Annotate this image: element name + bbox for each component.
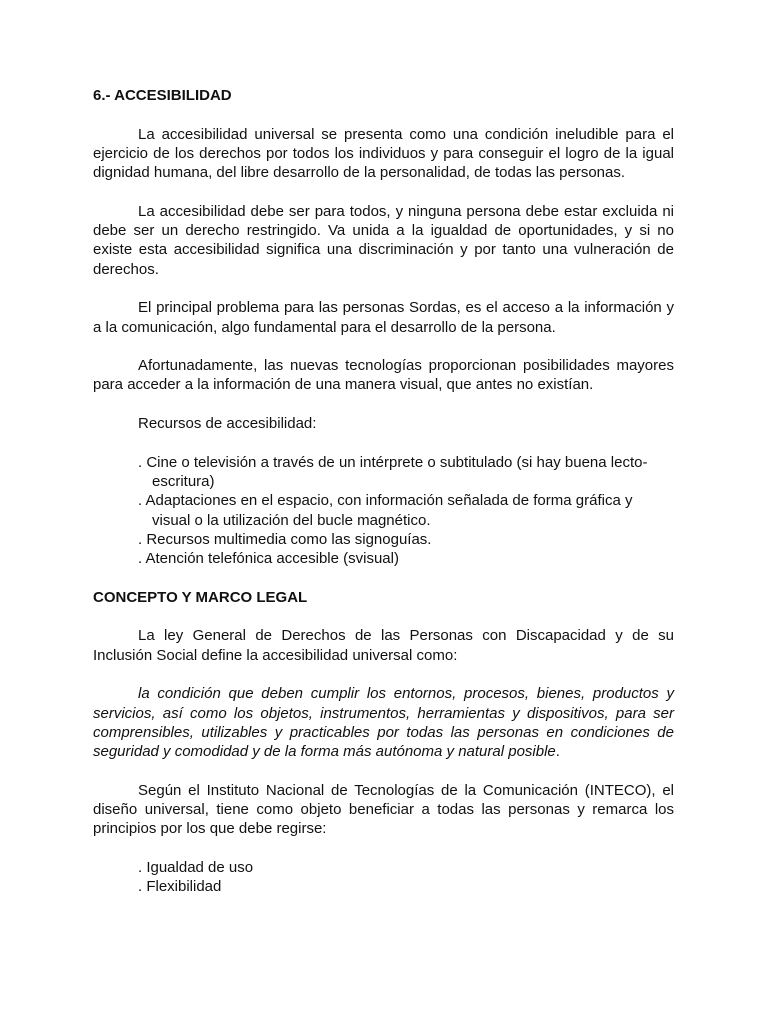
list-item: . Igualdad de uso bbox=[138, 858, 254, 876]
paragraph: Según el Instituto Nacional de Tecnologías de la Comunicación (INTECO), el diseño universal, tiene como objeto beneficiar a todas las personas y remarca los principios por los que debe regirse: bbox=[93, 781, 674, 838]
paragraph: La accesibilidad debe ser para todos, y ninguna persona debe estar excluida ni debe ser un derecho restringido. Va unida a la igualdad de oportunidades, y si no existe esta accesibilidad significa una discriminación y por tanto una vulneración de derechos. bbox=[93, 202, 674, 278]
quote-end: . bbox=[555, 743, 560, 761]
list-item: . Atención telefónica accesible (svisual) bbox=[138, 550, 399, 568]
list-item: . Cine o televisión a través de un intérprete o subtitulado (si hay buena lecto-escritura) bbox=[138, 453, 648, 490]
quote-text: la condición que deben cumplir los entornos, procesos, bienes, productos y servicios, así como los objetos, instrumentos, herramientas y dispositivos, para ser comprensibles, utilizables y practicables por todas las personas en condiciones de seguridad y comodidad y de la forma más autónoma y natural posible bbox=[93, 685, 674, 761]
document-page bbox=[93, 86, 674, 896]
list-item: . Adaptaciones en el espacio, con información señalada de forma gráfica y visual o la utilización del bucle magnético. bbox=[138, 492, 633, 529]
list-item: . Recursos multimedia como las signoguías. bbox=[138, 530, 432, 548]
section-title-accesibilidad: 6.- ACCESIBILIDAD bbox=[93, 87, 232, 104]
paragraph: La ley General de Derechos de las Personas con Discapacidad y de su Inclusión Social define la accesibilidad universal como: bbox=[93, 627, 674, 664]
resources-label: Recursos de accesibilidad: bbox=[138, 415, 317, 433]
quote-paragraph bbox=[93, 684, 674, 761]
paragraph: Afortunadamente, las nuevas tecnologías proporcionan posibilidades mayores para acceder a la información de una manera visual, que antes no existían. bbox=[93, 357, 674, 394]
section-title-marco-legal: CONCEPTO Y MARCO LEGAL bbox=[93, 588, 308, 606]
paragraph: La accesibilidad universal se presenta como una condición ineludible para el ejercicio de los derechos por todos los individuos y para conseguir el logro de la igual dignidad humana, del libre desarrollo de la personalidad, de todas las personas. bbox=[93, 125, 674, 182]
resources-list bbox=[93, 453, 674, 569]
paragraph: El principal problema para las personas Sordas, es el acceso a la información y a la comunicación, algo fundamental para el desarrollo de la persona. bbox=[93, 299, 674, 336]
principles-list bbox=[93, 858, 674, 897]
list-item: . Flexibilidad bbox=[138, 878, 222, 896]
